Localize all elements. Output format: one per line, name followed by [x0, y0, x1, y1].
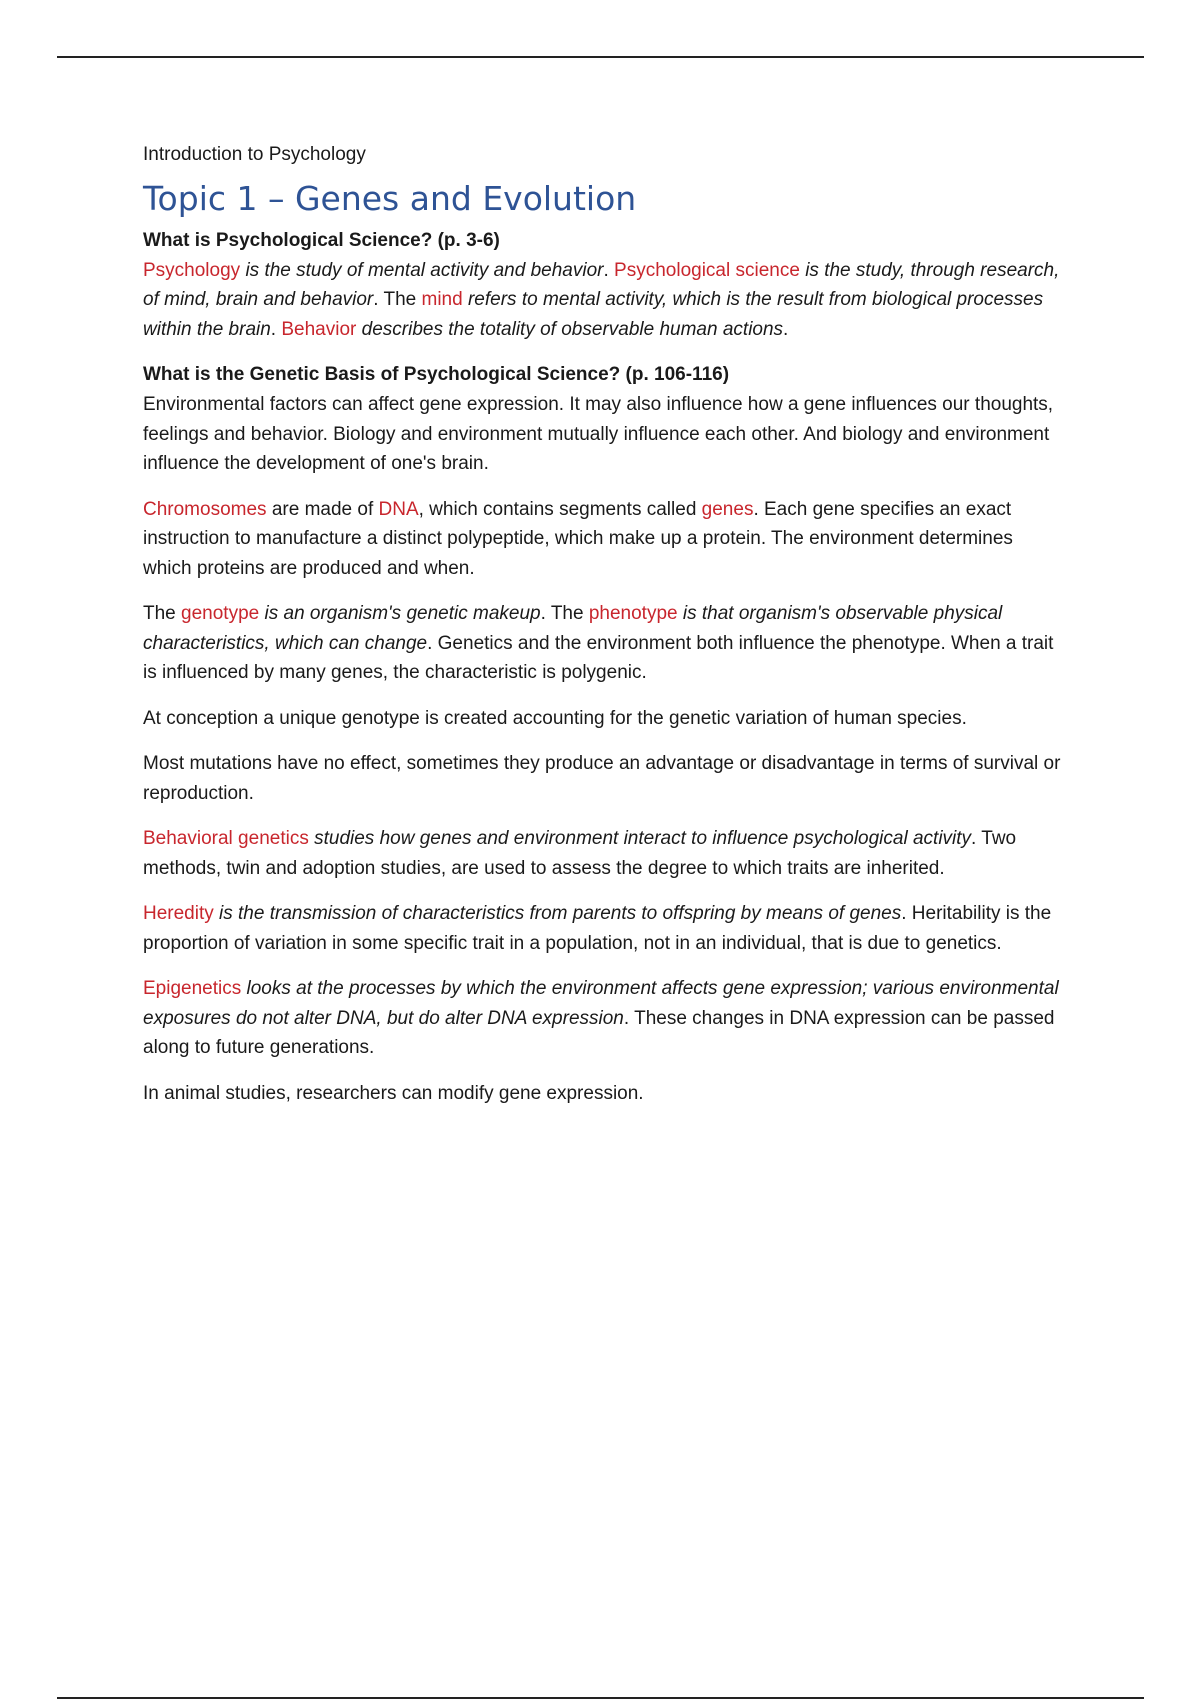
paragraph-behavioral-genetics [143, 824, 1063, 883]
paragraph-definitions [143, 256, 1063, 345]
term-epigenetics: Epigenetics [143, 978, 242, 1000]
term-psychology: Psychology [143, 259, 241, 281]
section-heading-psych-science: What is Psychological Science? (p. 3-6) [143, 229, 500, 251]
term-heredity: Heredity [143, 903, 214, 925]
paragraph-mutations: Most mutations have no effect, sometimes they produce an advantage or disadvantage in terms of survival or reproduction. [143, 753, 1061, 804]
paragraph-text: . Heritability is the proportion of variation in some specific trait in a population, not in an individual, that is due to genetics. [143, 903, 1052, 954]
term-behavior: Behavior [281, 318, 357, 340]
term-dna: DNA [378, 498, 419, 520]
term-chromosomes: Chromosomes [143, 498, 267, 520]
definition-behavior: describes the totality of observable human actions [361, 318, 784, 340]
paragraph-text: The [143, 603, 182, 625]
paragraph-environment: Environmental factors can affect gene expression. It may also influence how a gene influences our thoughts, feelings and behavior. Biology and environment mutually influence each other. And biology and environment influence the development of one's brain. [143, 394, 1054, 475]
term-genotype: genotype [181, 603, 260, 625]
definition-phenotype: is that organism's observable physical characteristics, which can change [143, 603, 1003, 654]
term-genes: genes [701, 498, 754, 520]
paragraph-chromosomes [143, 495, 1063, 584]
paragraph-text: . [603, 259, 615, 281]
paragraph-text: , which contains segments called [418, 498, 702, 520]
definition-behavioral-genetics: studies how genes and environment interact to influence psychological activity [314, 828, 972, 850]
page-title: Topic 1 – Genes and Evolution [143, 179, 637, 218]
paragraph-genotype [143, 599, 1063, 688]
paragraph-text: . The [373, 289, 422, 311]
top-rule [57, 56, 1144, 58]
term-behavioral-genetics: Behavioral genetics [143, 828, 309, 850]
paragraph-text: . Genetics and the environment both influence the phenotype. When a trait is influenced by many genes, the characteristic is polygenic. [143, 632, 1054, 684]
bottom-rule [57, 1697, 1144, 1699]
definition-genotype: is an organism's genetic makeup [264, 603, 541, 625]
paragraph-text: . [270, 318, 282, 340]
term-psychological-science: Psychological science [614, 259, 800, 281]
document-body [143, 144, 1063, 1124]
definition-heredity: is the transmission of characteristics from parents to offspring by means of genes [219, 903, 902, 925]
course-name: Introduction to Psychology [143, 144, 366, 165]
definition-psychological-science: is the study, through research, of mind, brain and behavior [143, 259, 1060, 311]
paragraph-animal-studies: In animal studies, researchers can modify gene expression. [143, 1082, 644, 1104]
term-phenotype: phenotype [588, 603, 678, 625]
paragraph-text: . Two methods, twin and adoption studies, are used to assess the degree to which traits are inherited. [143, 828, 1017, 879]
term-mind: mind [421, 289, 463, 311]
paragraph-heredity [143, 899, 1063, 958]
paragraph-conception: At conception a unique genotype is created accounting for the genetic variation of human species. [143, 707, 967, 729]
paragraph-text: . Each gene specifies an exact instruction to manufacture a distinct polypeptide, which make up a protein. The environment determines which proteins are produced and when. [143, 498, 1013, 579]
paragraph-text: . These changes in DNA expression can be passed along to future generations. [143, 1007, 1055, 1059]
definition-psychology: is the study of mental activity and behavior [245, 259, 604, 281]
section-heading-genetic-basis: What is the Genetic Basis of Psychological Science? (p. 106-116) [143, 364, 730, 386]
definition-epigenetics: looks at the processes by which the environment affects gene expression; various environmental exposures do not alter DNA, but do alter DNA expression [143, 978, 1059, 1029]
paragraph-epigenetics [143, 974, 1063, 1063]
definition-mind: refers to mental activity, which is the result from biological processes within the brain [143, 289, 1044, 340]
paragraph-text: . [783, 318, 789, 340]
paragraph-text: . The [540, 603, 589, 625]
paragraph-text: are made of [266, 498, 379, 520]
